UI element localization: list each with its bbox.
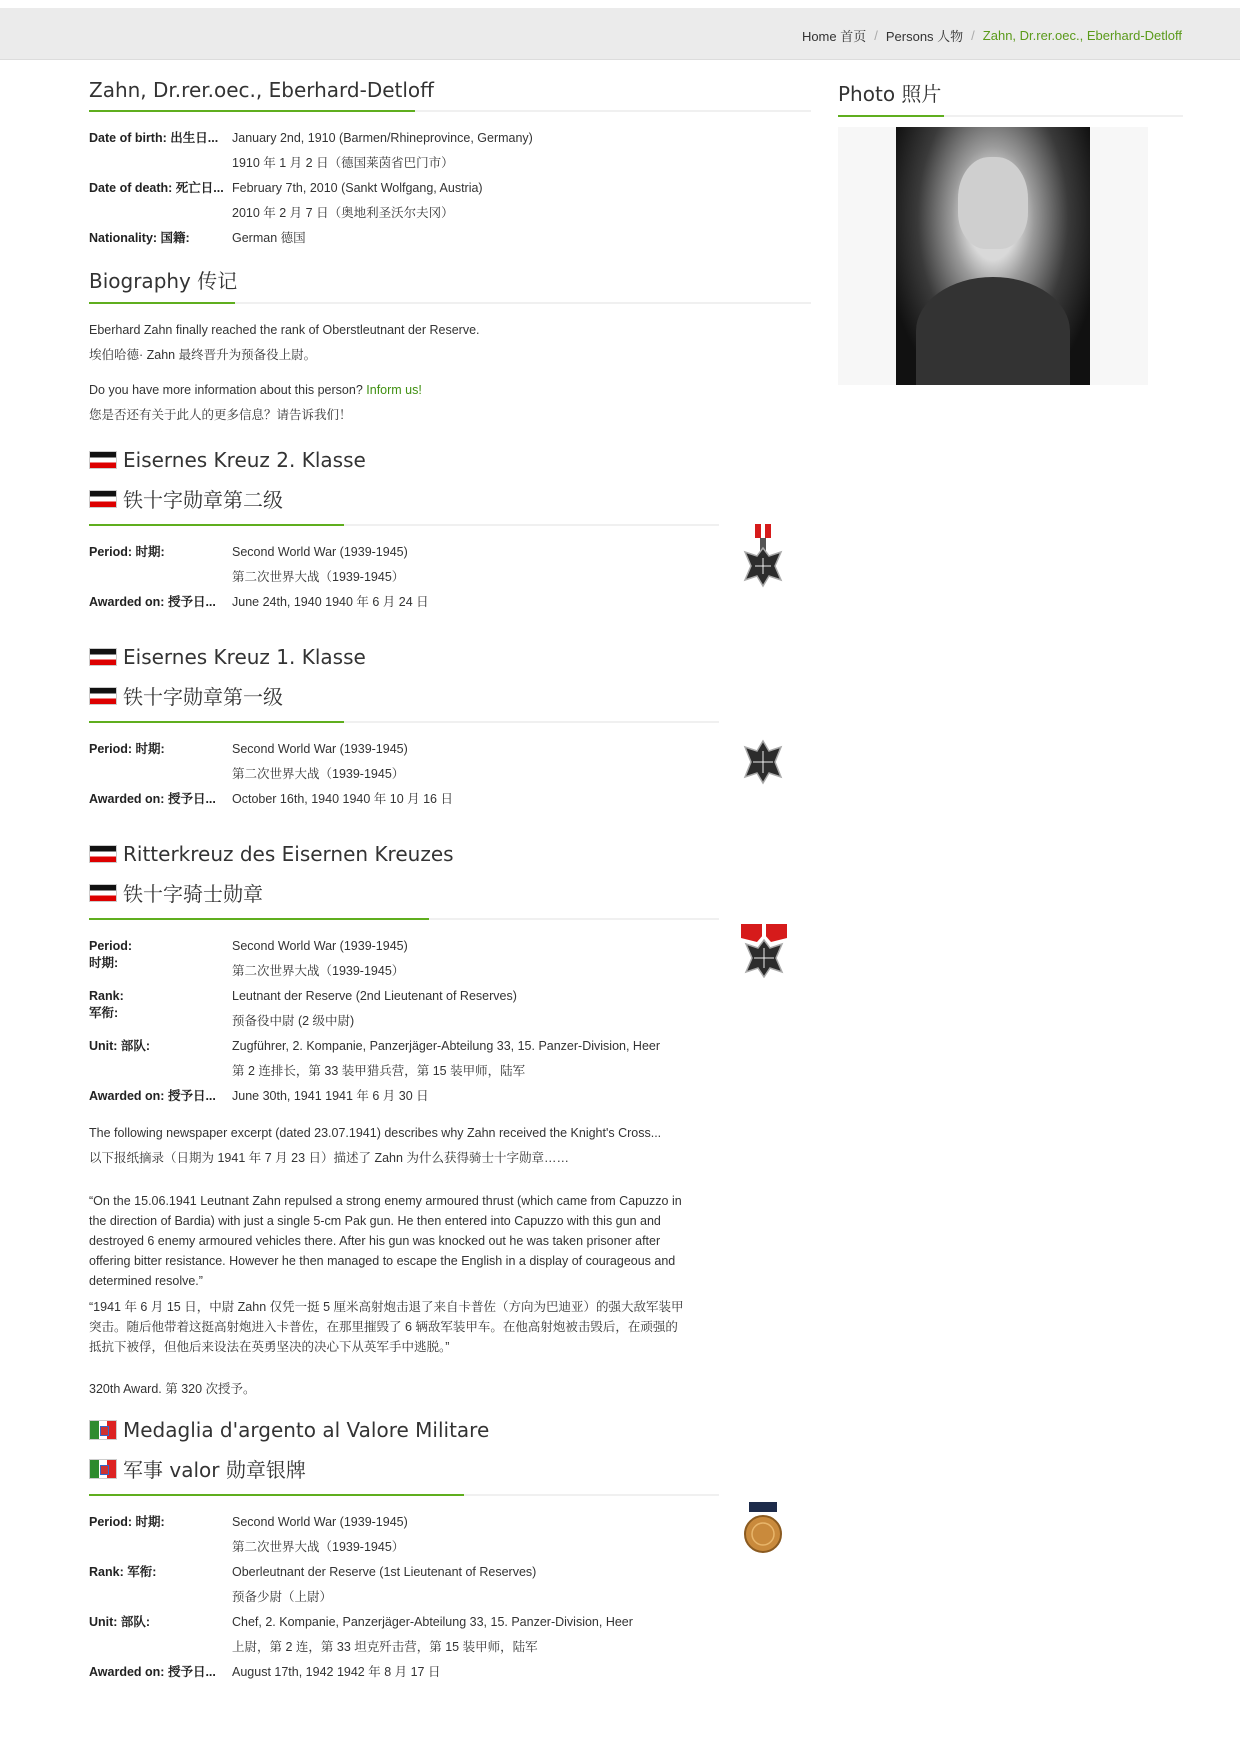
nationality-value: German 德国 <box>232 231 306 245</box>
period-value-en: Second World War (1939-1945) <box>232 545 408 559</box>
person-name-heading: Zahn, Dr.rer.oec., Eberhard-Detloff <box>89 78 434 102</box>
main-content <box>89 78 811 1685</box>
period-label: Period: 时期: <box>89 1515 165 1529</box>
heading-rule <box>89 1494 719 1496</box>
rank-value-en: Leutnant der Reserve (2nd Lieutenant of Reserves) <box>232 989 517 1003</box>
iron-cross-ribbon-icon <box>741 524 785 590</box>
german-flag-icon <box>89 490 117 508</box>
award-title-text: 铁十字骑士勋章 <box>123 882 263 906</box>
german-flag-icon <box>89 845 117 863</box>
rank-value-zh: 预备少尉（上尉） <box>232 1590 333 1604</box>
biography-heading: Biography 传记 <box>89 269 238 293</box>
period-value-en: Second World War (1939-1945) <box>232 939 408 953</box>
award-medaglia-argento <box>89 1410 719 1685</box>
italian-flag-icon <box>89 1459 117 1479</box>
heading-rule <box>838 115 1183 117</box>
awarded-value: June 24th, 1940 1940 年 6 月 24 日 <box>232 595 429 609</box>
breadcrumb-home-link[interactable]: Home 首页 <box>801 29 867 44</box>
newspaper-note-zh: 以下报纸摘录（日期为 1941 年 7 月 23 日）描述了 Zahn 为什么获得骑士十字勋章…… <box>89 1151 569 1165</box>
unit-label: Unit: 部队: <box>89 1615 151 1629</box>
award-title-text: Eisernes Kreuz 1. Klasse <box>123 644 366 669</box>
rank-label <box>89 984 232 1034</box>
award-number: 320th Award. 第 320 次授予。 <box>89 1382 256 1396</box>
photo-heading: Photo 照片 <box>838 82 942 106</box>
breadcrumb <box>802 26 1182 45</box>
death-value-zh: 2010 年 2 月 7 日（奥地利圣沃尔夫冈） <box>232 206 454 220</box>
period-label-en: Period: <box>89 939 133 953</box>
sidebar <box>838 78 1183 385</box>
german-flag-icon <box>89 687 117 705</box>
awarded-value: June 30th, 1941 1941 年 6 月 30 日 <box>232 1089 429 1103</box>
nationality-label: Nationality: 国籍: <box>89 231 190 245</box>
period-value-en: Second World War (1939-1945) <box>232 1515 408 1529</box>
more-info-text: Do you have more information about this person? <box>89 383 363 397</box>
heading-rule <box>89 110 811 112</box>
biography-text-en: Eberhard Zahn finally reached the rank of Oberstleutnant der Reserve. <box>89 323 480 337</box>
breadcrumb-separator: / <box>874 28 878 43</box>
period-label <box>89 934 232 984</box>
heading-rule <box>89 721 719 723</box>
death-label: Date of death: 死亡日... <box>89 181 224 195</box>
photo-frame <box>838 127 1148 385</box>
awarded-value: October 16th, 1940 1940 年 10 月 16 日 <box>232 792 453 806</box>
birth-value-en: January 2nd, 1910 (Barmen/Rhineprovince, Germany) <box>232 131 533 145</box>
rank-value-zh: 预备役中尉 (2 级中尉) <box>232 1014 355 1028</box>
breadcrumb-separator: / <box>971 28 975 43</box>
period-value-zh: 第二次世界大战（1939-1945） <box>232 964 405 978</box>
award-ritterkreuz <box>89 834 719 1402</box>
award-title-text: Medaglia d'argento al Valore Militare <box>123 1417 490 1442</box>
breadcrumb-persons-link[interactable]: Persons 人物 <box>885 29 964 44</box>
award-title-zh <box>89 873 719 912</box>
birth-value-zh: 1910 年 1 月 2 日（德国莱茵省巴门市） <box>232 156 454 170</box>
unit-label: Unit: 部队: <box>89 1039 151 1053</box>
period-label: Period: 时期: <box>89 545 165 559</box>
heading-rule <box>89 918 719 920</box>
iron-cross-icon <box>741 739 785 785</box>
rank-label-zh: 军衔: <box>89 1006 119 1020</box>
german-flag-icon <box>89 451 117 469</box>
award-title-zh <box>89 1449 719 1488</box>
period-value-en: Second World War (1939-1945) <box>232 742 408 756</box>
person-details <box>89 126 811 251</box>
newspaper-quote-en: “On the 15.06.1941 Leutnant Zahn repulsed a strong enemy armoured thrust (which came from Capuzzo in the direction of Bardia) with just a single 5-cm Pak gun. He then entered into Capuzzo with this gun and destroyed 6 enemy armoured vehicles there. After his gun was knocked out he was taken prisoner after offering bitter resistance. However he then managed to escape the English in a display of courageous and determined resolve.” <box>89 1194 682 1288</box>
period-value-zh: 第二次世界大战（1939-1945） <box>232 767 405 781</box>
unit-value-en: Chef, 2. Kompanie, Panzerjäger-Abteilung 33, 15. Panzer-Division, Heer <box>232 1615 633 1629</box>
heading-rule <box>89 302 811 304</box>
period-value-zh: 第二次世界大战（1939-1945） <box>232 1540 405 1554</box>
awarded-label: Awarded on: 授予日... <box>89 792 216 806</box>
awarded-label: Awarded on: 授予日... <box>89 1665 216 1679</box>
rank-label: Rank: 军衔: <box>89 1565 157 1579</box>
award-title-zh <box>89 676 719 715</box>
silver-valor-medal-icon <box>741 1502 785 1558</box>
heading-rule <box>89 524 719 526</box>
birth-label: Date of birth: 出生日... <box>89 131 219 145</box>
german-flag-icon <box>89 884 117 902</box>
newspaper-quote-zh: “1941 年 6 月 15 日，中尉 Zahn 仅凭一挺 5 厘米高射炮击退了来自卡普佐（方向为巴迪亚）的强大敌军装甲突击。随后他带着这挺高射炮进入卡普佐，在那里摧毁了 6 辆敌军装甲车。在他高射炮被击毁后，在顽强的抵抗下被俘，但他后来设法在英勇坚决的决心下从英军手中逃脱。” <box>89 1300 684 1354</box>
biography-text-zh: 埃伯哈德· Zahn 最终晋升为预备役上尉。 <box>89 348 317 362</box>
awarded-value: August 17th, 1942 1942 年 8 月 17 日 <box>232 1665 441 1679</box>
period-label: Period: 时期: <box>89 742 165 756</box>
award-title-it <box>89 1410 719 1449</box>
award-title-de <box>89 637 719 676</box>
period-label-zh: 时期: <box>89 956 119 970</box>
inform-us-link[interactable]: Inform us! <box>366 383 422 397</box>
unit-value-zh: 第 2 连排长，第 33 装甲猎兵营，第 15 装甲师，陆军 <box>232 1064 526 1078</box>
award-title-de <box>89 440 719 479</box>
award-title-zh <box>89 479 719 518</box>
unit-value-zh: 上尉，第 2 连，第 33 坦克歼击营，第 15 装甲师，陆军 <box>232 1640 538 1654</box>
award-title-text: Eisernes Kreuz 2. Klasse <box>123 447 366 472</box>
award-title-de <box>89 834 719 873</box>
award-title-text: 铁十字勋章第一级 <box>123 685 283 709</box>
award-title-text: 铁十字勋章第二级 <box>123 488 283 512</box>
awarded-label: Awarded on: 授予日... <box>89 1089 216 1103</box>
person-photo[interactable] <box>896 127 1090 385</box>
top-bar <box>0 8 1240 60</box>
award-title-text: 军事 valor 勋章银牌 <box>123 1458 306 1482</box>
knights-cross-icon <box>741 922 787 978</box>
death-value-en: February 7th, 2010 (Sankt Wolfgang, Austria) <box>232 181 483 195</box>
award-eisernes-kreuz-1 <box>89 637 719 812</box>
more-info-text-zh: 您是否还有关于此人的更多信息？请告诉我们！ <box>89 408 352 422</box>
newspaper-note-en: The following newspaper excerpt (dated 23.07.1941) describes why Zahn received the Knight's Cross... <box>89 1126 662 1140</box>
rank-label-en: Rank: <box>89 989 124 1003</box>
award-title-text: Ritterkreuz des Eisernen Kreuzes <box>123 841 454 866</box>
breadcrumb-current: Zahn, Dr.rer.oec., Eberhard-Detloff <box>982 28 1182 43</box>
german-flag-icon <box>89 648 117 666</box>
period-value-zh: 第二次世界大战（1939-1945） <box>232 570 405 584</box>
unit-value-en: Zugführer, 2. Kompanie, Panzerjäger-Abteilung 33, 15. Panzer-Division, Heer <box>232 1039 661 1053</box>
award-eisernes-kreuz-2 <box>89 440 719 615</box>
more-info-line <box>89 378 811 403</box>
italian-flag-icon <box>89 1420 117 1440</box>
rank-value-en: Oberleutnant der Reserve (1st Lieutenant of Reserves) <box>232 1565 537 1579</box>
awarded-label: Awarded on: 授予日... <box>89 595 216 609</box>
